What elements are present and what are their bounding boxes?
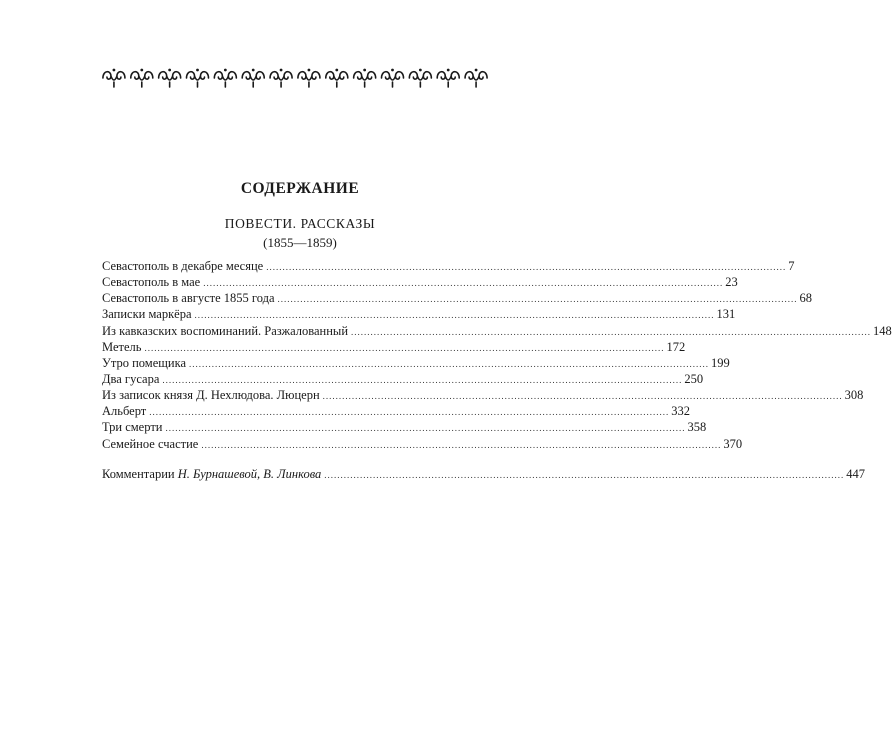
toc-entry [102, 274, 738, 290]
toc-entries [102, 258, 892, 452]
dot-leader: ................................................................................................................................................................ [351, 326, 872, 337]
ornament-scroll [354, 72, 376, 87]
toc-entry-title: Метель [102, 339, 142, 354]
ornament-bead [475, 69, 478, 72]
ornament-bead [168, 69, 171, 72]
toc-entry-title: Из записок князя Д. Нехлюдова. Люцерн [102, 388, 320, 403]
toc-spacer [102, 452, 482, 466]
toc-entry [102, 436, 743, 452]
dot-leader: ................................................................................................................................................................ [149, 407, 670, 418]
toc-entry-title: Севастополь в декабре месяце [102, 259, 264, 273]
ornament-scroll [437, 72, 459, 87]
toc-entry-page: 199 [711, 355, 730, 370]
toc-entry-title: Три смерти [102, 420, 163, 435]
toc-entry-page: 131 [716, 307, 736, 322]
section-years: (1855—1859) [263, 235, 337, 250]
toc-entry [102, 306, 736, 322]
dot-leader: ................................................................................................................................................................ [324, 469, 845, 480]
ornament-scroll [465, 72, 487, 87]
dot-leader: ................................................................................................................................................................ [203, 278, 724, 289]
toc-entry-page: 148 [873, 323, 892, 338]
dot-leader: ................................................................................................................................................................ [277, 294, 798, 305]
page-title: СОДЕРЖАНИЕ [240, 180, 360, 197]
toc-entry-title: Из кавказских воспоминаний. Разжалованный [102, 323, 349, 338]
ornament-bead [224, 69, 227, 72]
ornament-scroll [187, 72, 209, 87]
ornament-scroll [382, 72, 404, 87]
toc-entry [102, 387, 864, 403]
ornament-scroll [131, 72, 153, 87]
toc-entry [102, 355, 730, 371]
ornament-scroll [214, 72, 236, 87]
ornament-bead [308, 69, 311, 72]
comments-label: Комментарии [102, 466, 175, 481]
toc-entry [102, 371, 704, 387]
toc-entry-title: Записки маркёра [102, 307, 192, 322]
toc-entry-title: Утро помещика [102, 355, 186, 370]
toc-entry-page: 250 [684, 371, 704, 386]
toc-entry-page: 23 [725, 275, 738, 290]
dot-leader: ................................................................................................................................................................ [194, 310, 715, 321]
ornament-scroll [409, 72, 431, 87]
ornament-bead [196, 69, 199, 72]
dot-leader: ................................................................................................................................................................ [162, 374, 683, 385]
toc-entry [102, 403, 691, 419]
toc-entry-page: 172 [666, 339, 686, 354]
ornament-scroll [159, 72, 181, 87]
toc-entry [102, 339, 686, 355]
ornament-bead [447, 69, 450, 72]
toc-entry [102, 258, 795, 274]
toc-entry [102, 323, 892, 339]
dot-leader: ................................................................................................................................................................ [201, 439, 722, 450]
toc-entry-page: 308 [844, 388, 864, 403]
toc-entry [102, 290, 813, 306]
toc-entry-page: 358 [687, 420, 707, 435]
ornament-bead [140, 69, 143, 72]
ornament-scroll [298, 72, 320, 87]
ornament-bead [419, 69, 422, 72]
dot-leader: ................................................................................................................................................................ [144, 342, 665, 353]
toc-entry-page: 68 [799, 291, 813, 306]
toc-entry-title [102, 466, 324, 482]
toc-entry-title: Альберт [102, 404, 147, 419]
dot-leader: ................................................................................................................................................................ [266, 262, 787, 272]
toc-entry-title: Севастополь в мае [102, 275, 201, 290]
ornament-scroll [103, 72, 125, 87]
toc-entry-page: 370 [723, 436, 743, 451]
dot-leader: ................................................................................................................................................................ [189, 358, 709, 369]
comments-authors: Н. Бурнашевой, В. Линкова [177, 466, 322, 481]
ornament-bead [113, 69, 116, 72]
toc-entry-page: 447 [846, 466, 866, 481]
ornament-scroll [326, 72, 348, 87]
ornament-scroll [270, 72, 292, 87]
floral-scroll-border-icon [100, 66, 490, 90]
toc-entry-title: Севастополь в августе 1855 года [102, 291, 275, 306]
toc-entry-comments [102, 466, 866, 482]
section-title: ПОВЕСТИ. РАССКАЗЫ [224, 216, 376, 231]
ornament-bead [252, 69, 255, 72]
toc-entry-title: Семейное счастие [102, 436, 199, 451]
ornament-bead [335, 69, 338, 72]
toc-entry-page: 7 [788, 259, 795, 273]
toc-entry [102, 419, 707, 435]
ornament-bead [363, 69, 366, 72]
dot-leader: ................................................................................................................................................................ [322, 391, 843, 402]
toc-entry-page: 332 [671, 404, 691, 419]
table-of-contents [102, 258, 892, 482]
dot-leader: ................................................................................................................................................................ [165, 423, 686, 434]
ornament-bead [391, 69, 394, 72]
ornament-bead [280, 69, 283, 72]
toc-entry-title: Два гусара [102, 371, 160, 386]
ornament-scroll [242, 72, 264, 87]
